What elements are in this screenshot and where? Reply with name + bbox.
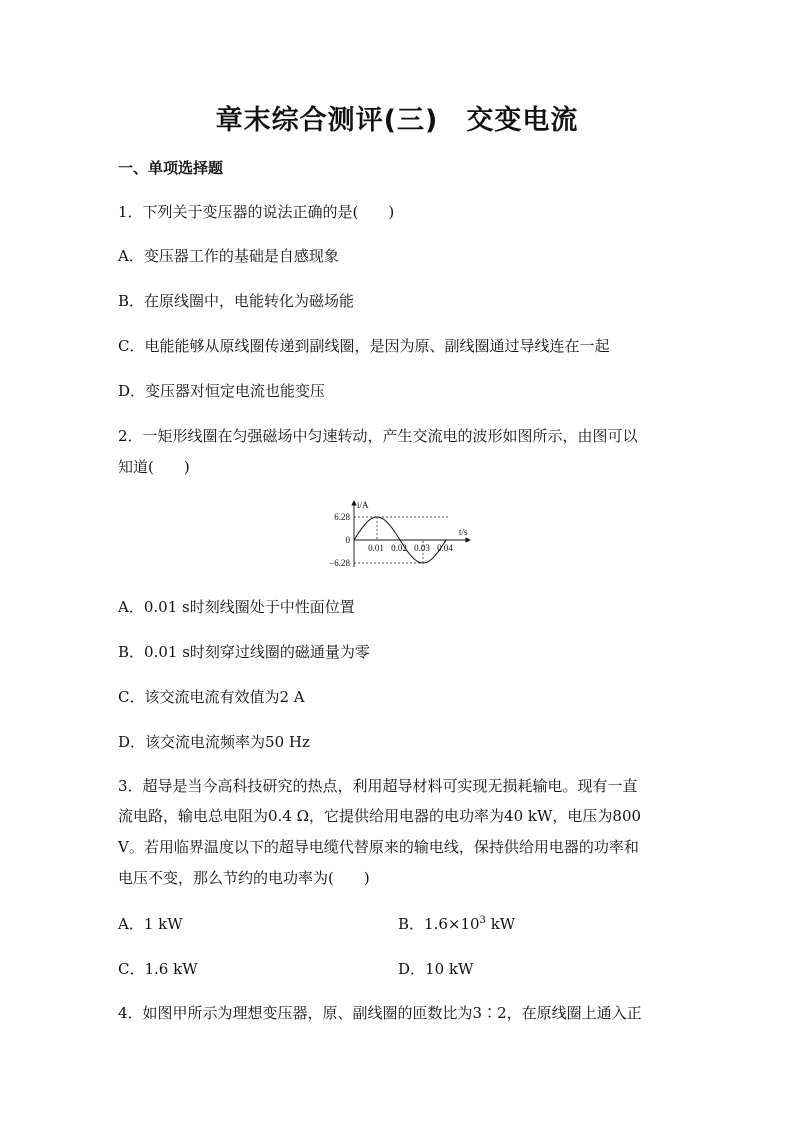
y-tick-label: 0 (345, 535, 350, 545)
q2-stem-line2: 知道( ) (118, 458, 190, 476)
q3-stem-line3: V。若用临界温度以下的超导电缆代替原来的输电线，保持供给用电器的功率和 (118, 838, 639, 856)
q1-option-a: A．变压器工作的基础是自感现象 (118, 247, 339, 265)
q4-stem-line1: 4．如图甲所示为理想变压器，原、副线圈的匝数比为3∶2，在原线圈上通入正 (118, 1004, 642, 1022)
q2-stem-line1: 2．一矩形线圈在匀强磁场中匀速转动，产生交流电的波形如图所示，由图可以 (118, 427, 638, 445)
page-title: 章末综合测评(三) 交变电流 (215, 105, 579, 136)
q3-stem-line1: 3．超导是当今高科技研究的热点，利用超导材料可实现无损耗输电。现有一直 (118, 777, 638, 795)
q3-option-c: C．1.6 kW (118, 960, 198, 978)
q1-option-c: C．电能能够从原线圈传递到副线圈，是因为原、副线圈通过导线连在一起 (118, 337, 610, 355)
x-tick-label: 0.04 (437, 543, 453, 553)
q1-option-b: B．在原线圈中，电能转化为磁场能 (118, 292, 355, 310)
q1-option-d: D．变压器对恒定电流也能变压 (118, 382, 326, 400)
q2-option-b: B．0.01 s时刻穿过线圈的磁通量为零 (118, 643, 370, 661)
waveform-figure (320, 497, 480, 573)
q3-option-b: B．$1.6\times 10^3$ kW (398, 915, 516, 933)
x-axis-label: t/s (459, 527, 468, 537)
q3-option-a: A．1 kW (118, 915, 183, 933)
x-tick-label: 0.03 (414, 543, 430, 553)
q2-option-a: A．0.01 s时刻线圈处于中性面位置 (118, 598, 355, 616)
x-tick-label: 0.01 (368, 543, 384, 553)
q3-stem-line4: 电压不变，那么节约的电功率为( ) (118, 869, 370, 887)
y-tick-label: 6.28 (334, 512, 350, 522)
y-axis-label: i/A (357, 500, 369, 510)
y-tick-label: −6.28 (329, 558, 350, 568)
q2-option-c: C．该交流电流有效值为2 A (118, 688, 305, 706)
x-tick-label: 0.02 (391, 543, 407, 553)
q3-stem-line2: 流电路，输电总电阻为0.4 Ω，它提供给用电器的电功率为40 kW，电压为800 (118, 807, 642, 825)
section-heading: 一、单项选择题 (118, 159, 224, 177)
q1-stem: 1．下列关于变压器的说法正确的是( ) (118, 203, 395, 221)
q3-option-d: D．10 kW (398, 960, 474, 978)
q2-option-d: D．该交流电流频率为50 Hz (118, 733, 310, 751)
